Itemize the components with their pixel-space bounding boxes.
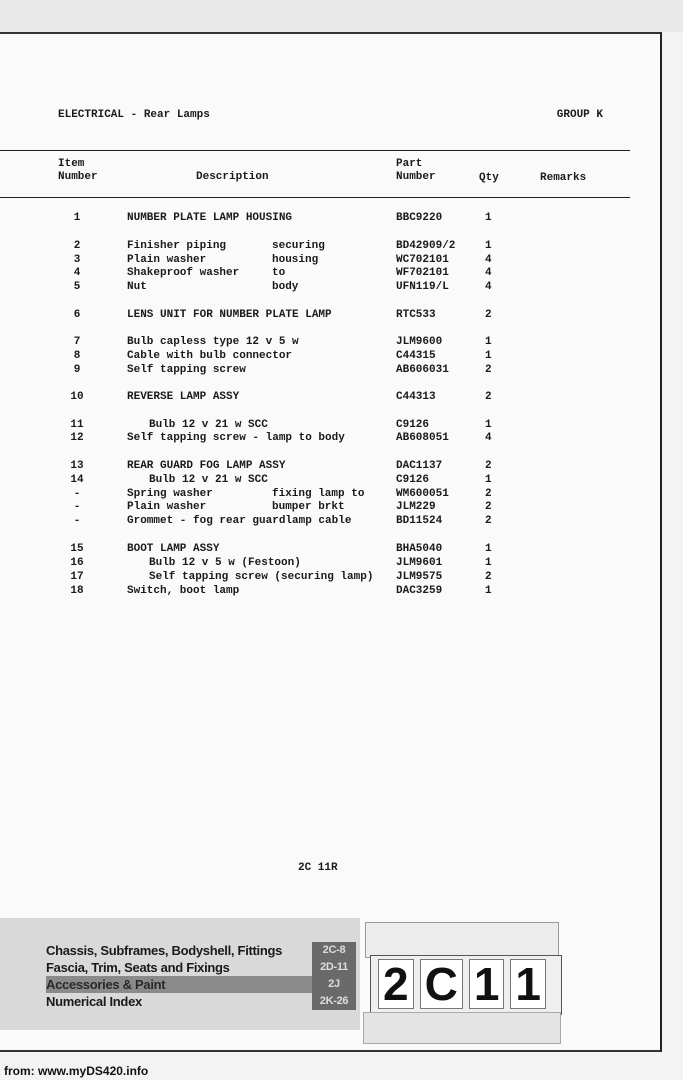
item-number: 9	[73, 364, 81, 376]
index-label: Numerical Index	[46, 994, 142, 1009]
table-row	[0, 350, 630, 364]
col-description-header: Description	[196, 171, 269, 183]
item-number: 16	[70, 557, 84, 569]
item-number: -	[73, 515, 81, 527]
item-number: 11	[70, 419, 84, 431]
description: REAR GUARD FOG LAMP ASSY	[127, 460, 286, 472]
description: Bulb 12 v 21 w SCC	[149, 419, 268, 431]
table-row	[0, 364, 630, 378]
tab-strip-lower	[363, 1012, 561, 1044]
part-number: C9126	[396, 474, 430, 486]
part-number: WM600051	[396, 488, 449, 500]
catalogue-page	[0, 32, 662, 1052]
quantity: 2	[485, 391, 492, 403]
quantity: 2	[485, 460, 492, 472]
header-rule-top	[0, 150, 630, 151]
tab-char: 1	[510, 959, 546, 1009]
part-number: BBC9220	[396, 212, 443, 224]
quantity: 2	[485, 515, 492, 527]
part-number: RTC533	[396, 309, 436, 321]
index-code: 2J	[312, 976, 356, 993]
item-number: 13	[70, 460, 84, 472]
table-row	[0, 585, 630, 599]
part-number: BD42909/2	[396, 240, 456, 252]
table-row	[0, 557, 630, 571]
quantity: 1	[485, 240, 492, 252]
item-number: 14	[70, 474, 84, 486]
index-item	[46, 959, 356, 976]
part-number: JLM9600	[396, 336, 443, 348]
description: Bulb 12 v 21 w SCC	[149, 474, 268, 486]
table-row	[0, 212, 630, 226]
index-label: Chassis, Subframes, Bodyshell, Fittings	[46, 943, 283, 958]
item-number: 10	[70, 391, 84, 403]
quantity: 1	[485, 350, 492, 362]
index-item-current	[46, 976, 356, 993]
group-label: GROUP K	[556, 109, 603, 121]
tab-char: C	[420, 959, 463, 1009]
part-number: JLM9575	[396, 571, 443, 583]
item-number: 6	[73, 309, 81, 321]
description-note: to	[272, 267, 286, 279]
quantity: 4	[485, 267, 492, 279]
table-row	[0, 515, 630, 529]
scan-top-margin	[0, 0, 683, 32]
quantity: 4	[485, 281, 492, 293]
description: LENS UNIT FOR NUMBER PLATE LAMP	[127, 309, 332, 321]
page-bottom-rule	[0, 1050, 660, 1052]
description: Grommet - fog rear guardlamp cable	[127, 515, 352, 527]
part-number: BD11524	[396, 515, 443, 527]
quantity: 2	[485, 501, 492, 513]
table-row	[0, 267, 630, 281]
part-number: JLM229	[396, 501, 436, 513]
description: Spring washer	[127, 488, 213, 500]
quantity: 1	[485, 474, 492, 486]
table-row	[0, 254, 630, 268]
description: Switch, boot lamp	[127, 585, 240, 597]
item-number: 5	[73, 281, 81, 293]
section-title: ELECTRICAL - Rear Lamps	[58, 109, 210, 121]
header-rule-bottom	[0, 197, 630, 198]
description-note: fixing lamp to	[272, 488, 365, 500]
section-tab	[378, 955, 558, 1013]
quantity: 4	[485, 254, 492, 266]
table-row	[0, 460, 630, 474]
item-number: 8	[73, 350, 81, 362]
tab-strip-upper	[365, 922, 559, 958]
index-label: Fascia, Trim, Seats and Fixings	[46, 960, 230, 975]
col-part-header: Part Number	[396, 158, 436, 183]
part-number: C44315	[396, 350, 436, 362]
col-item-header: Item Number	[58, 158, 98, 183]
description: Finisher piping	[127, 240, 227, 252]
table-row	[0, 571, 630, 585]
quantity: 1	[485, 557, 492, 569]
description: Self tapping screw	[127, 364, 246, 376]
quantity: 1	[485, 212, 492, 224]
quantity: 2	[485, 309, 492, 321]
quantity: 1	[485, 419, 492, 431]
source-credit: from: www.myDS420.info	[4, 1064, 149, 1078]
index-item	[46, 993, 356, 1010]
quantity: 4	[485, 432, 492, 444]
description: Bulb 12 v 5 w (Festoon)	[149, 557, 301, 569]
description-note: bumper brkt	[272, 501, 345, 513]
table-row	[0, 543, 630, 557]
part-number: WC702101	[396, 254, 449, 266]
description-note: securing	[272, 240, 325, 252]
part-number: JLM9601	[396, 557, 443, 569]
table-row	[0, 309, 630, 323]
description: Shakeproof washer	[127, 267, 240, 279]
item-number: -	[73, 488, 81, 500]
part-number: C9126	[396, 419, 430, 431]
tab-char: 1	[469, 959, 505, 1009]
part-number: BHA5040	[396, 543, 443, 555]
description: REVERSE LAMP ASSY	[127, 391, 240, 403]
item-number: 7	[73, 336, 81, 348]
item-number: 2	[73, 240, 81, 252]
item-number: 15	[70, 543, 84, 555]
table-row	[0, 501, 630, 515]
part-number: UFN119/L	[396, 281, 449, 293]
quantity: 2	[485, 488, 492, 500]
item-number: 12	[70, 432, 84, 444]
index-code: 2D-11	[312, 959, 356, 976]
description: Self tapping screw - lamp to body	[127, 432, 345, 444]
part-number: DAC1137	[396, 460, 443, 472]
table-row	[0, 391, 630, 405]
item-number: 18	[70, 585, 84, 597]
table-row	[0, 240, 630, 254]
table-row	[0, 419, 630, 433]
part-number: C44313	[396, 391, 436, 403]
description: Plain washer	[127, 501, 207, 513]
table-row	[0, 432, 630, 446]
part-number: AB606031	[396, 364, 449, 376]
quantity: 1	[485, 585, 492, 597]
index-code: 2K-26	[312, 993, 356, 1010]
page-number: 2C 11R	[298, 862, 338, 874]
description: Nut	[127, 281, 147, 293]
description-note: body	[272, 281, 299, 293]
table-row	[0, 336, 630, 350]
quantity: 1	[485, 543, 492, 555]
item-number: 4	[73, 267, 81, 279]
quantity: 2	[485, 364, 492, 376]
item-number: 17	[70, 571, 84, 583]
col-remarks-header: Remarks	[540, 172, 587, 184]
table-row	[0, 474, 630, 488]
description: Self tapping screw (securing lamp)	[149, 571, 374, 583]
item-number: 1	[73, 212, 81, 224]
part-number: AB608051	[396, 432, 449, 444]
description: Bulb capless type 12 v 5 w	[127, 336, 299, 348]
tab-char: 2	[378, 959, 414, 1009]
quantity: 1	[485, 336, 492, 348]
description: BOOT LAMP ASSY	[127, 543, 220, 555]
quantity: 2	[485, 571, 492, 583]
description: Cable with bulb connector	[127, 350, 293, 362]
table-row	[0, 281, 630, 295]
section-index	[46, 942, 356, 1010]
part-number: DAC3259	[396, 585, 443, 597]
index-code: 2C-8	[312, 942, 356, 959]
col-qty-header: Qty	[479, 172, 499, 184]
description-note: housing	[272, 254, 319, 266]
part-number: WF702101	[396, 267, 449, 279]
item-number: -	[73, 501, 81, 513]
index-item	[46, 942, 356, 959]
item-number: 3	[73, 254, 81, 266]
index-label: Accessories & Paint	[46, 976, 312, 993]
description: NUMBER PLATE LAMP HOUSING	[127, 212, 293, 224]
description: Plain washer	[127, 254, 207, 266]
table-row	[0, 488, 630, 502]
page-header	[58, 109, 603, 121]
